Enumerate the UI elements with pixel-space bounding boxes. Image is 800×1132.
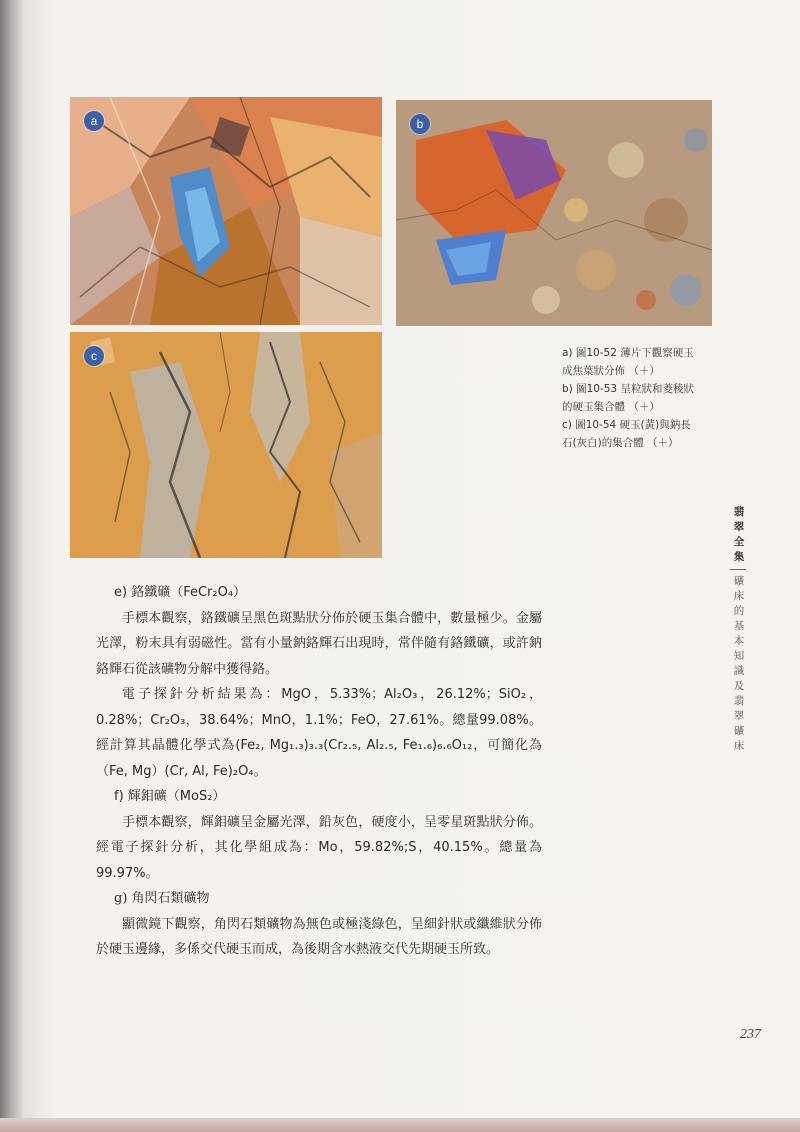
side-title-char: 翠 bbox=[733, 521, 745, 533]
paragraph-amphibole: 顯微鏡下觀察，角閃石類礦物為無色或極淺綠色，呈細針狀或纖維狀分佈於硬玉邊緣，多係交代硬玉而成，為後期含水熱液交代先期硬玉所致。 bbox=[96, 916, 542, 957]
side-chapter-title bbox=[728, 574, 750, 754]
side-subtitle-char: 床 bbox=[733, 590, 745, 602]
side-subtitle-char: 基 bbox=[733, 620, 745, 632]
side-subtitle-char: 翡 bbox=[733, 695, 745, 707]
caption-line: 的硬玉集合體 （＋） bbox=[562, 401, 660, 413]
figure-c-photo bbox=[70, 332, 382, 558]
figure-b-image bbox=[396, 100, 712, 326]
side-subtitle-char: 床 bbox=[733, 740, 745, 752]
figure-c-image bbox=[70, 332, 382, 558]
paragraph-chromite-analysis: 電子探針分析結果為：MgO，5.33%；Al₂O₃，26.12%；SiO₂，0.28%；Cr₂O₃，38.64%；MnO，1.1%；FeO，27.61%。總量99.08%。經計算其晶體化學式為(Fe₂, Mg₁.₃)₃.₃(Cr₂.₅, Al₂.₅, Fe₁.₆)₆.₆O₁₂，可簡化為（Fe, Mg）(Cr, Al, Fe)₂O₄。 bbox=[96, 687, 542, 779]
page-number: 237 bbox=[740, 1027, 761, 1042]
figure-b-photo bbox=[396, 100, 712, 326]
book-spine bbox=[0, 0, 22, 1132]
figure-captions bbox=[562, 344, 732, 452]
figure-a-badge: a bbox=[84, 111, 104, 131]
section-heading-molybdenite: f) 輝鉬礦（MoS₂） bbox=[114, 789, 226, 804]
side-title-char: 集 bbox=[733, 551, 745, 563]
side-subtitle-char: 礦 bbox=[733, 575, 745, 587]
side-subtitle-char: 及 bbox=[733, 680, 745, 692]
figure-b-badge: b bbox=[410, 114, 430, 134]
side-subtitle-char: 本 bbox=[733, 635, 745, 647]
figure-a-photo bbox=[70, 97, 382, 325]
section-heading-amphibole: g) 角閃石類礦物 bbox=[114, 891, 210, 906]
caption-line: 成焦葉狀分佈 （＋） bbox=[562, 365, 660, 377]
side-subtitle-char: 翠 bbox=[733, 710, 745, 722]
section-heading-chromite: e) 鉻鐵礦（FeCr₂O₄） bbox=[114, 585, 247, 600]
side-subtitle-char: 礦 bbox=[733, 725, 745, 737]
page-bottom-edge bbox=[0, 1118, 800, 1132]
side-subtitle-char: 知 bbox=[733, 650, 745, 662]
side-title-char: 全 bbox=[733, 536, 745, 548]
side-subtitle-char: 的 bbox=[733, 605, 745, 617]
figure-c-badge: c bbox=[84, 346, 104, 366]
caption-line: c) 圖10-54 硬玉(黃)與鈉長 bbox=[562, 419, 691, 431]
caption-line: 石(灰白)的集合體 （＋） bbox=[562, 437, 679, 449]
side-divider bbox=[730, 569, 746, 570]
paragraph-chromite-observation: 手標本觀察，鉻鐵礦呈黑色斑點狀分佈於硬玉集合體中，數量極少。金屬光澤，粉末具有弱磁性。當有小量鈉鉻輝石出現時，常伴隨有鉻鐵礦，或許鈉鉻輝石從該礦物分解中獲得鉻。 bbox=[96, 610, 542, 677]
paragraph-molybdenite: 手標本觀察，輝鉬礦呈金屬光澤，鉛灰色，硬度小，呈零星斑點狀分佈。經電子探針分析，其化學組成為：Mo，59.82%;S，40.15%。總量為99.97%。 bbox=[96, 814, 542, 881]
figure-a-image bbox=[70, 97, 382, 325]
side-subtitle-char: 識 bbox=[733, 665, 745, 677]
side-title-char: 翡 bbox=[733, 506, 745, 518]
caption-line: b) 圖10-53 呈粒狀和菱稜狀 bbox=[562, 383, 694, 395]
caption-line: a) 圖10-52 薄片下觀察硬玉 bbox=[562, 347, 694, 359]
side-book-title bbox=[728, 505, 750, 565]
body-text bbox=[96, 580, 542, 963]
